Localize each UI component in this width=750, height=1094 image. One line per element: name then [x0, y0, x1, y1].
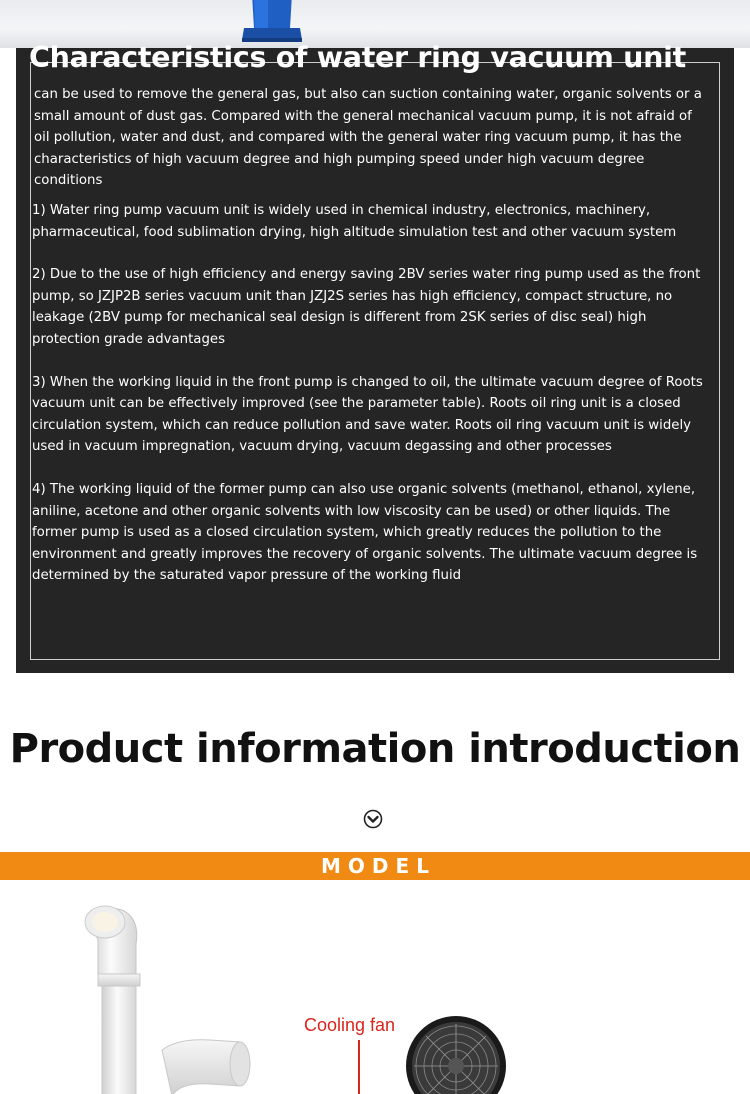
characteristic-point-1: 1) Water ring pump vacuum unit is widely used in chemical industry, electronics, machinery, pharmaceutical, food sublimation drying, high altitude simulation test and other vacuum system — [32, 202, 677, 240]
cooling-fan-callout-line — [358, 1040, 360, 1094]
white-pipe-image — [60, 900, 290, 1094]
panel-title: Characteristics of water ring vacuum unit — [29, 41, 686, 74]
model-label: MODEL — [321, 854, 436, 878]
chevron-down-circle-icon[interactable] — [363, 809, 383, 829]
cooling-fan-label: Cooling fan — [304, 1015, 396, 1035]
characteristic-point-4: 4) The working liquid of the former pump can also use organic solvents (methanol, ethanol, xylene, aniline, acetone and other organic solvents with low viscosity can be used) or other liquids. The former pump is used as a closed circulation system, which greatly reduces the pollution to the environment and greatly improves the recovery of organic solvents. The ultimate vacuum degree is determined by the saturated vapor pressure of the working fluid — [32, 481, 698, 584]
characteristic-point-3: 3) When the working liquid in the front pump is changed to oil, the ultimate vacuum degree of Roots vacuum unit can be effectively improved (see the parameter table). Roots oil ring unit is a closed circulation system, which can reduce pollution and save water. Roots oil ring vacuum unit is widely used in vacuum impregnation, vacuum drying, vacuum degassing and other processes — [32, 374, 703, 455]
cooling-fan-image — [404, 1014, 508, 1094]
panel-intro: can be used to remove the general gas, but also can suction containing water, organic solvents or a small amount of dust gas. Compared with the general mechanical vacuum pump, it is not afraid of oil pollution, water and dust, and compared with the general water ring vacuum pump, it has the characteristics of high vacuum degree and high pumping speed under high vacuum degree conditions — [34, 87, 702, 189]
product-image-area — [0, 880, 750, 1094]
characteristic-point-2: 2) Due to the use of high efficiency and energy saving 2BV series water ring pump used as the front pump, so JZJP2B series vacuum unit than JZJ2S series has high efficiency, compact structure, no leakage (2BV pump for mechanical seal design is different from 2SK series of disc seal) high protection grade advantages — [32, 267, 701, 347]
section-title: Product information introduction — [9, 726, 741, 772]
panel-body — [32, 84, 704, 608]
model-bar — [0, 852, 750, 880]
